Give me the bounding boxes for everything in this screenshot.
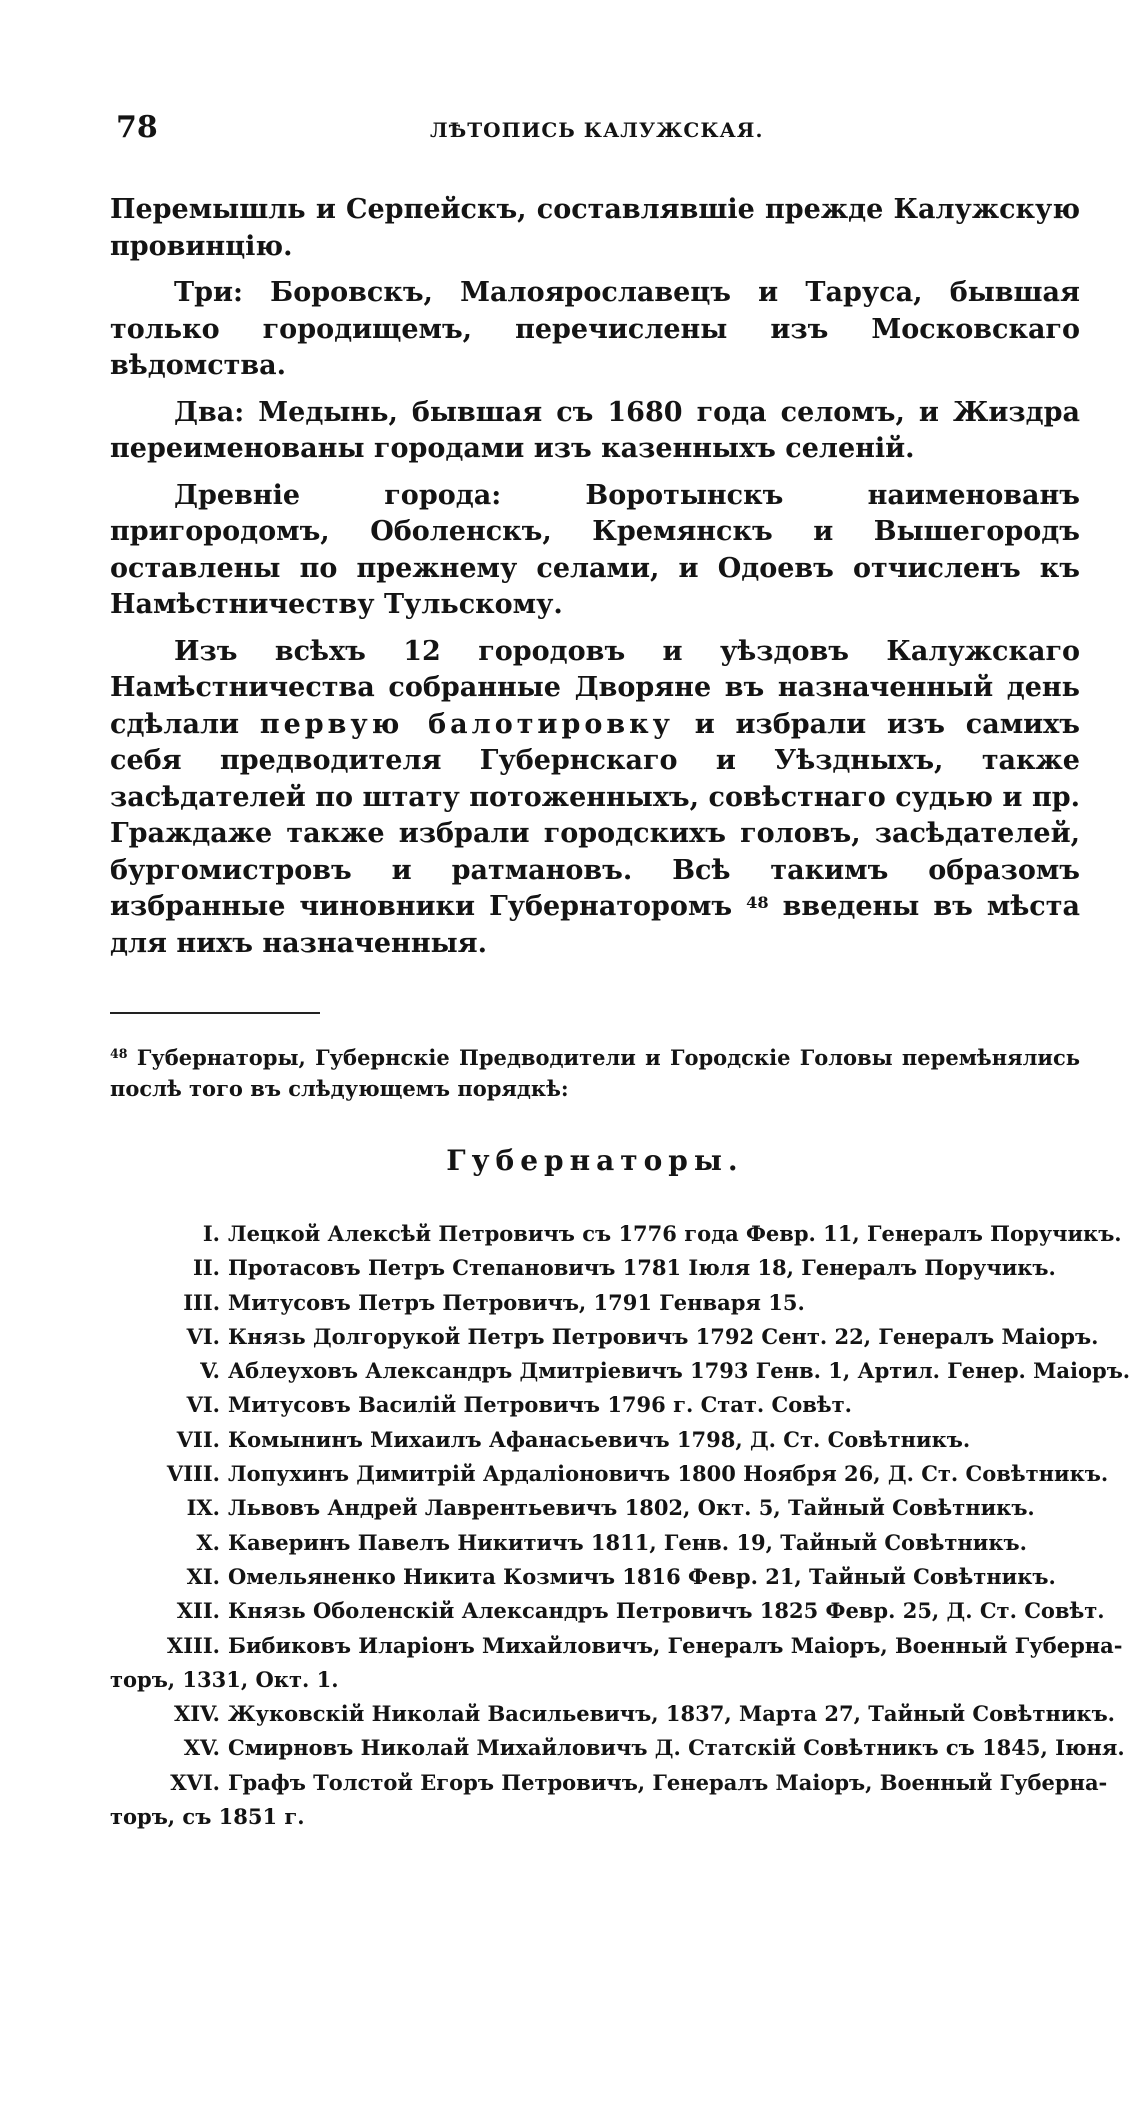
governor-number: XV. <box>183 1735 220 1761</box>
paragraph-text: Изъ всѣхъ 12 городовъ и уѣздовъ Калужскаго Намѣстничества собранные Дворяне въ назначенный день сдѣлали <box>110 635 1080 740</box>
governor-text: Каверинъ Павелъ Никитичъ 1811, Генв. 19, Тайный Совѣтникъ. <box>228 1529 1027 1555</box>
governor-entry <box>110 1286 1080 1320</box>
footnote-ref: 48 <box>746 893 769 912</box>
governor-entry <box>110 1251 1080 1285</box>
emphasized-text: первую балотировку <box>259 708 674 740</box>
governor-number: XII. <box>176 1598 220 1624</box>
footnote-divider <box>110 1012 320 1014</box>
governor-number: VIII. <box>166 1461 220 1487</box>
governor-number: VI. <box>186 1392 220 1418</box>
governor-number: X. <box>196 1529 220 1555</box>
governor-text: Жуковскій Николай Васильевичъ, 1837, Марта 27, Тайный Совѣтникъ. <box>228 1701 1115 1727</box>
governor-number: XIV. <box>173 1701 220 1727</box>
section-heading: Губернаторы. <box>446 1144 744 1177</box>
governor-number: III. <box>183 1289 220 1315</box>
running-title: ЛѢТОПИСЬ КАЛУЖСКАЯ. <box>430 118 764 142</box>
footnote-text: Губернаторы, Губернскіе Предводители и Городскіе Головы перемѣнялись послѣ того въ слѣдующемъ порядкѣ: <box>110 1045 1081 1101</box>
page-number: 78 <box>116 110 158 145</box>
governors-list <box>110 1217 1131 1834</box>
governor-number: XI. <box>186 1563 220 1589</box>
governor-number: V. <box>200 1358 220 1384</box>
governor-text: Лецкой Алексѣй Петровичъ съ 1776 года Февр. 11, Генералъ Поручикъ. <box>228 1221 1122 1246</box>
governor-entry <box>110 1457 1109 1491</box>
governor-entry <box>110 1560 1080 1594</box>
governor-entry-continuation: торъ, 1331, Окт. 1. <box>110 1666 339 1692</box>
paragraph <box>110 634 1080 963</box>
governor-text: Смирновъ Николай Михайловичъ Д. Статскій Совѣтникъ съ 1845, Іюня. <box>228 1735 1125 1761</box>
governor-entry <box>110 1697 1115 1731</box>
governor-text: Бибиковъ Иларіонъ Михайловичъ, Генералъ Маіоръ, Военный Губерна- <box>228 1632 1123 1658</box>
page <box>110 110 1131 1834</box>
governor-number: VII. <box>176 1426 220 1452</box>
governor-entry <box>110 1388 1080 1422</box>
governor-number: II. <box>193 1255 220 1281</box>
governor-number: IX. <box>186 1495 220 1521</box>
page-header <box>110 110 1080 150</box>
paragraph-text: и избрали изъ самихъ себя предводителя Губернскаго и Уѣздныхъ, также засѣдателей по штату потоженныхъ, совѣстнаго судью и пр. Граждаже также избрали городскихъ головъ, засѣдателей, бургомистровъ и ратмановъ. Всѣ такимъ образомъ избранные чиновники Губернаторомъ <box>110 708 1080 922</box>
governor-text: Графъ Толстой Егоръ Петровичъ, Генералъ Маіоръ, Военный Губерна- <box>228 1769 1108 1795</box>
governor-text: Омельяненко Никита Козмичъ 1816 Февр. 21, Тайный Совѣтникъ. <box>228 1563 1056 1589</box>
governor-text: Лопухинъ Димитрій Ардаліоновичъ 1800 Ноября 26, Д. Ст. Совѣтникъ. <box>228 1461 1109 1487</box>
governor-entry <box>110 1526 1080 1560</box>
governor-number: I. <box>202 1221 220 1246</box>
governor-entry-continuation: торъ, съ 1851 г. <box>110 1804 305 1830</box>
governor-text: Князь Долгорукой Петръ Петровичъ 1792 Сент. 22, Генералъ Маіоръ. <box>228 1323 1099 1349</box>
governor-text: Львовъ Андрей Лаврентьевичъ 1802, Окт. 5, Тайный Совѣтникъ. <box>228 1495 1035 1521</box>
governor-number: XVI. <box>170 1769 220 1795</box>
paragraph: Три: Боровскъ, Малоярославецъ и Таруса, бывшая только городищемъ, перечислены изъ Московскаго вѣдомства. <box>110 277 1080 381</box>
governor-entry <box>110 1731 1125 1765</box>
paragraph: Два: Медынь, бывшая съ 1680 года селомъ, и Жиздра переименованы городами изъ казенныхъ селеній. <box>110 396 1080 464</box>
governor-text: Митусовъ Василій Петровичъ 1796 г. Стат. Совѣт. <box>228 1392 852 1418</box>
governor-entry <box>110 1423 1080 1457</box>
governor-entry <box>110 1594 1105 1628</box>
governor-text: Комынинъ Михаилъ Афанасьевичъ 1798, Д. Ст. Совѣтникъ. <box>228 1426 971 1452</box>
footnote-number: 48 <box>110 1046 128 1061</box>
paragraph: Древніе города: Воротынскъ наименованъ пригородомъ, Оболенскъ, Кремянскъ и Вышегородъ оставлены по прежнему селами, и Одоевъ отчисленъ къ Намѣстничеству Тульскому. <box>110 479 1080 620</box>
governor-entry <box>110 1217 1122 1251</box>
governor-entry <box>110 1766 1108 1800</box>
governor-number: XIII. <box>166 1632 220 1658</box>
governor-text: Аблеуховъ Александръ Дмитріевичъ 1793 Генв. 1, Артил. Генер. Маіоръ. <box>228 1358 1131 1384</box>
paragraph: Перемышль и Серпейскъ, составлявшіе прежде Калужскую провинцію. <box>110 194 1080 262</box>
governor-entry <box>110 1491 1080 1525</box>
governor-entry <box>110 1354 1131 1388</box>
governor-text: Князь Оболенскій Александръ Петровичъ 1825 Февр. 25, Д. Ст. Совѣт. <box>228 1598 1105 1624</box>
governor-text: Протасовъ Петръ Степановичъ 1781 Іюля 18, Генералъ Поручикъ. <box>228 1255 1056 1281</box>
paragraph-text: введены въ мѣста для нихъ назначенныя. <box>110 891 1080 959</box>
main-text <box>110 192 1080 962</box>
governor-entry <box>110 1320 1099 1354</box>
governor-entry <box>110 1629 1123 1663</box>
footnote <box>110 1042 1080 1104</box>
governor-number: VI. <box>186 1323 220 1349</box>
governor-text: Митусовъ Петръ Петровичъ, 1791 Генваря 15. <box>228 1289 805 1315</box>
